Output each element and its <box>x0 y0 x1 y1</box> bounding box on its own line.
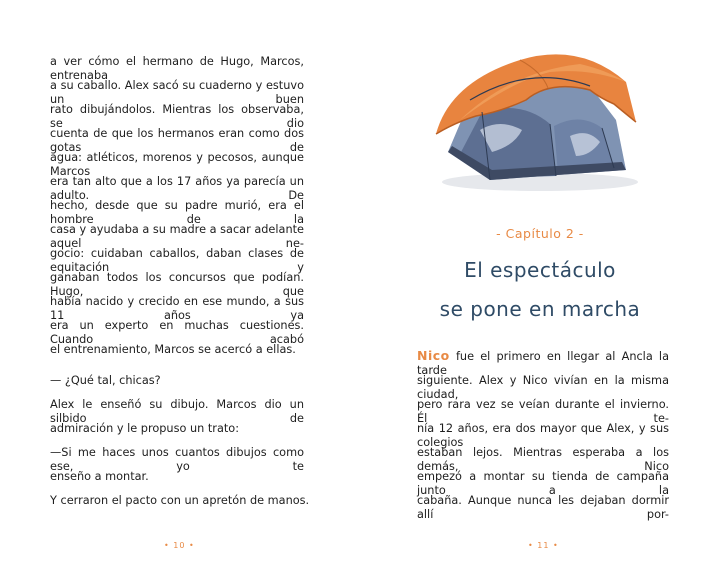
body-line: ganaban todos los concursos que podían. Hugo, que <box>50 271 304 298</box>
opening-word: Nico <box>417 348 450 363</box>
body-line: casa y ayudaba a su madre a sacar adelante aquel ne- <box>50 223 304 250</box>
page-number: • 10 • <box>164 541 195 550</box>
dialogue-line: — ¿Qué tal, chicas? <box>50 374 161 387</box>
dialogue-line: Y cerraron el pacto con un apretón de manos. <box>50 494 310 507</box>
body-line: estaban lejos. Mientras esperaba a los demás, Nico <box>417 446 669 473</box>
body-line: pero rara vez se veían durante el invierno. Él te- <box>417 398 669 425</box>
dialogue-line: enseño a montar. <box>50 470 149 483</box>
body-line: cabaña. Aunque nunca les dejaban dormir allí por- <box>417 494 669 521</box>
chapter-title-line2: se pone en marcha <box>439 297 641 321</box>
body-line: cuenta de que los hermanos eran como dos gotas de <box>50 127 304 154</box>
body-line: empezó a montar su tienda de campaña junto a la <box>417 470 669 497</box>
dialogue-line: admiración y le propuso un trato: <box>50 422 240 435</box>
body-line: era un experto en muchas cuestiones. Cuando acabó <box>50 319 304 346</box>
body-line: a ver cómo el hermano de Hugo, Marcos, entrenaba <box>50 55 304 82</box>
body-line: nía 12 años, era dos mayor que Alex, y sus colegios <box>417 422 669 449</box>
dialogue-line: —Si me haces unos cuantos dibujos como ese, yo te <box>50 446 304 473</box>
body-line: era tan alto que a los 17 años ya parecía un adulto. De <box>50 175 304 202</box>
body-line: gocio: cuidaban caballos, daban clases de equitación y <box>50 247 304 274</box>
chapter-label: - Capítulo 2 - <box>496 226 584 241</box>
page-number: • 11 • <box>528 541 559 550</box>
body-line: el entrenamiento, Marcos se acercó a ellas. <box>50 343 296 356</box>
chapter-title-line1: El espectáculo <box>464 258 616 282</box>
right-page <box>360 0 720 576</box>
opening-line-text: fue el primero en llegar al Ancla la tarde <box>417 350 669 377</box>
body-line: rato dibujándolos. Mientras los observaba, se dio <box>50 103 304 130</box>
tent-icon <box>430 42 638 194</box>
body-line: siguiente. Alex y Nico vivían en la misma ciudad, <box>417 374 669 401</box>
body-line: había nacido y crecido en ese mundo, a sus 11 años ya <box>50 295 304 322</box>
dialogue-line: Alex le enseñó su dibujo. Marcos dio un silbido de <box>50 398 304 425</box>
body-line: agua: atléticos, morenos y pecosos, aunque Marcos <box>50 151 304 178</box>
body-line: a su caballo. Alex sacó su cuaderno y estuvo un buen <box>50 79 304 106</box>
body-line: hecho, desde que su padre murió, era el hombre de la <box>50 199 304 226</box>
